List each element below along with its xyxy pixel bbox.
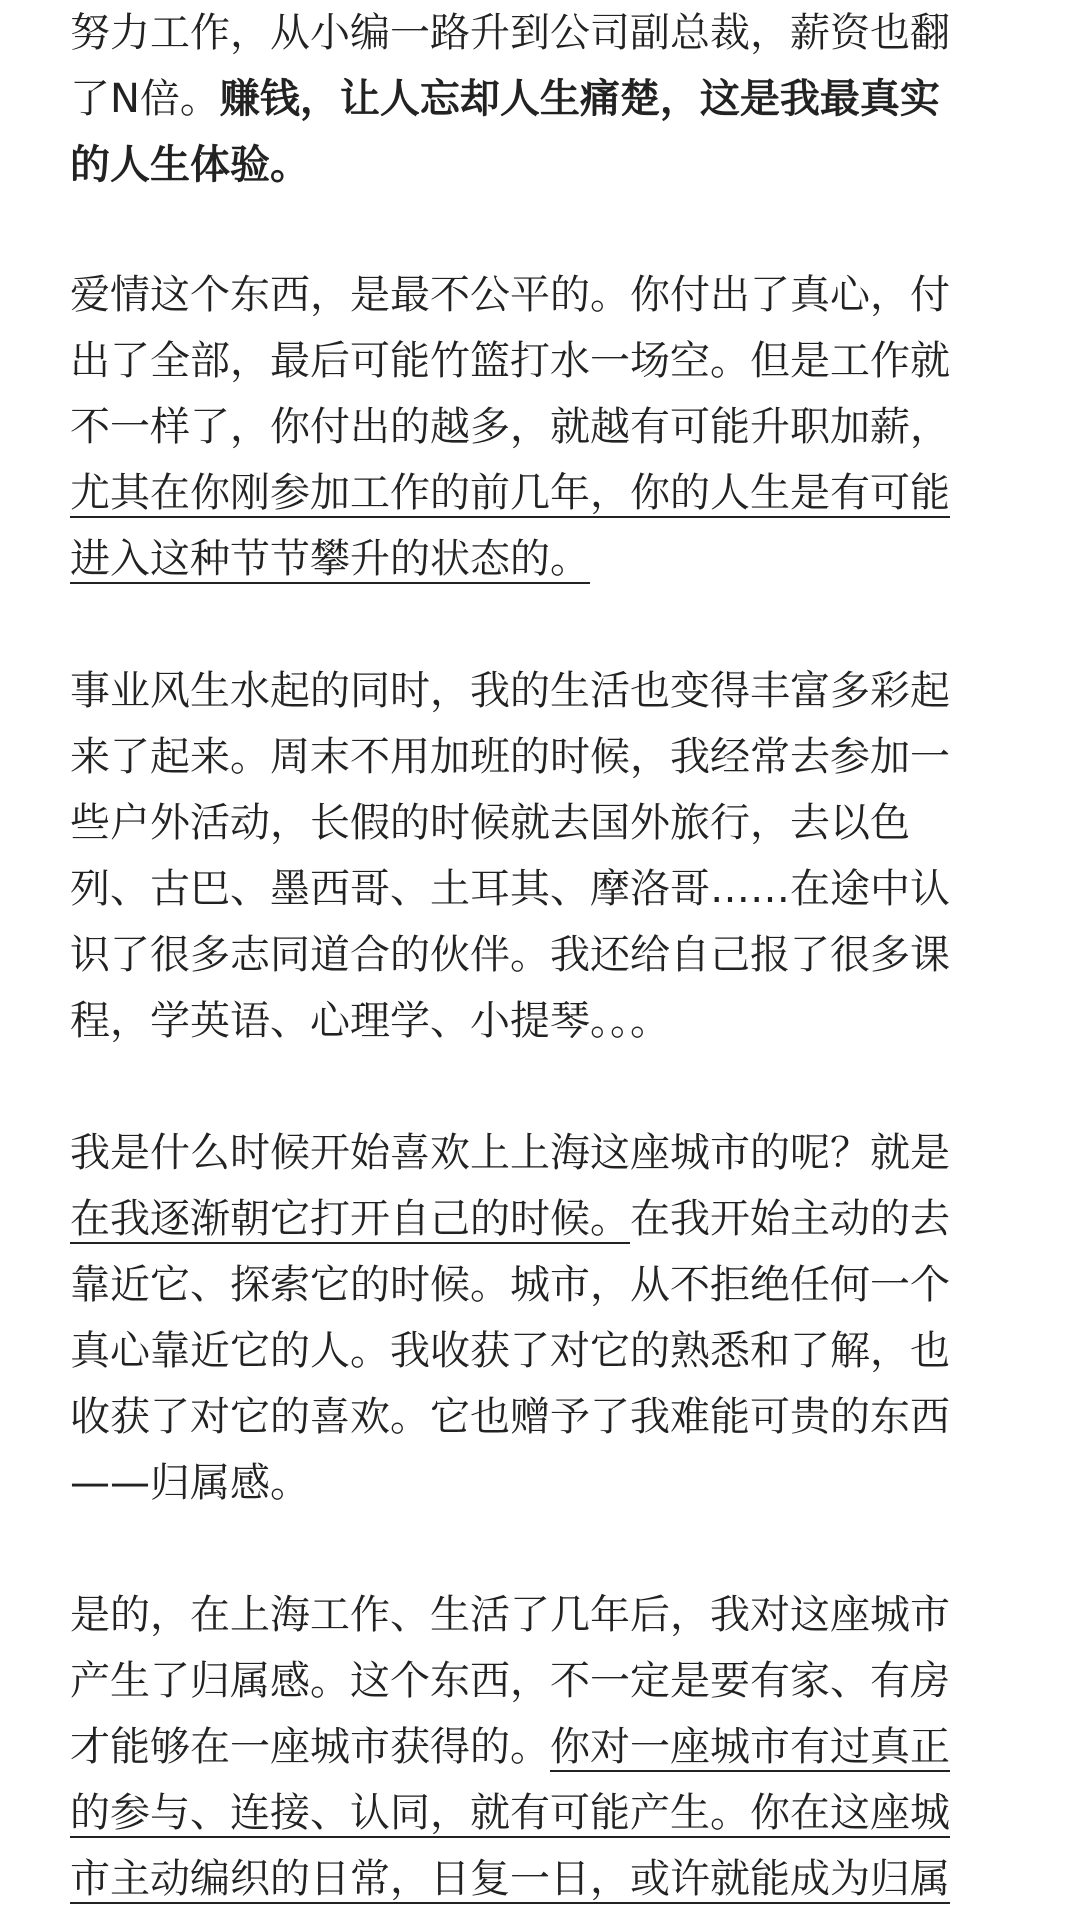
underlined-text: 你对一座城市有过真正: [550, 1724, 950, 1770]
text-line: [70, 922, 950, 988]
underlined-text: 的参与、连接、认同，就有可能产生。你在这座城: [70, 1790, 950, 1836]
text-span: 列、古巴、墨西哥、土耳其、摩洛哥……在途中认: [70, 866, 950, 912]
text-line: [70, 1252, 950, 1318]
underlined-text: 进入这种节节攀升的状态的。: [70, 536, 590, 582]
text-line: [70, 132, 310, 198]
text-line: [70, 790, 910, 856]
text-span: 是的，在上海工作、生活了几年后，我对这座城市: [70, 1592, 950, 1638]
text-line: [70, 328, 950, 394]
text-line: [70, 1582, 950, 1648]
text-line: [70, 856, 950, 922]
text-line: [70, 1384, 950, 1450]
underlined-text: 市主动编织的日常，日复一日，或许就能成为归属: [70, 1856, 950, 1902]
text-line: [70, 1714, 950, 1780]
text-line: [70, 0, 950, 66]
text-span: 出了全部，最后可能竹篮打水一场空。但是工作就: [70, 338, 950, 384]
text-line: [70, 658, 950, 724]
text-line: [70, 724, 950, 790]
text-span: 了N倍。: [70, 76, 220, 122]
bold-text: 赚钱，让人忘却人生痛楚，这是我最真实: [219, 76, 940, 122]
text-line: [70, 1648, 950, 1714]
text-span: 程，学英语、心理学、小提琴。。。: [70, 998, 670, 1044]
text-span: 些户外活动，长假的时候就去国外旅行，去以色: [70, 800, 910, 846]
text-line: [70, 1846, 950, 1912]
underlined-text: 在我逐渐朝它打开自己的时候。: [70, 1196, 630, 1242]
text-span: 不一样了，你付出的越多，就越有可能升职加薪，: [70, 404, 950, 450]
text-line: [70, 1780, 950, 1846]
text-span: ——归属感。: [70, 1460, 310, 1506]
bold-text: 的人生体验。: [70, 142, 310, 188]
text-span: 努力工作，从小编一路升到公司副总裁，薪资也翻: [70, 10, 950, 56]
text-span: 靠近它、探索它的时候。城市，从不拒绝任何一个: [70, 1262, 950, 1308]
underlined-text: 尤其在你刚参加工作的前几年，你的人生是有可能: [70, 470, 950, 516]
text-span: 识了很多志同道合的伙伴。我还给自己报了很多课: [70, 932, 950, 978]
text-span: 真心靠近它的人。我收获了对它的熟悉和了解，也: [70, 1328, 950, 1374]
text-span: 来了起来。周末不用加班的时候，我经常去参加一: [70, 734, 950, 780]
text-line: [70, 262, 950, 328]
text-span: 才能够在一座城市获得的。: [70, 1724, 550, 1770]
text-line: [70, 1450, 310, 1516]
text-span: 我是什么时候开始喜欢上上海这座城市的呢？就是: [70, 1130, 950, 1176]
text-span: 爱情这个东西，是最不公平的。你付出了真心，付: [70, 272, 950, 318]
text-line: [70, 1120, 950, 1186]
text-span: 产生了归属感。这个东西，不一定是要有家、有房: [70, 1658, 950, 1704]
text-line: [70, 988, 670, 1054]
text-line: [70, 66, 940, 132]
text-line: [70, 1318, 950, 1384]
text-line: [70, 394, 950, 460]
text-line: [70, 526, 590, 592]
text-span: 收获了对它的喜欢。它也赠予了我难能可贵的东西: [70, 1394, 950, 1440]
text-line: [70, 460, 950, 526]
text-span: 事业风生水起的同时，我的生活也变得丰富多彩起: [70, 668, 950, 714]
text-span: 在我开始主动的去: [630, 1196, 950, 1242]
text-line: [70, 1186, 950, 1252]
